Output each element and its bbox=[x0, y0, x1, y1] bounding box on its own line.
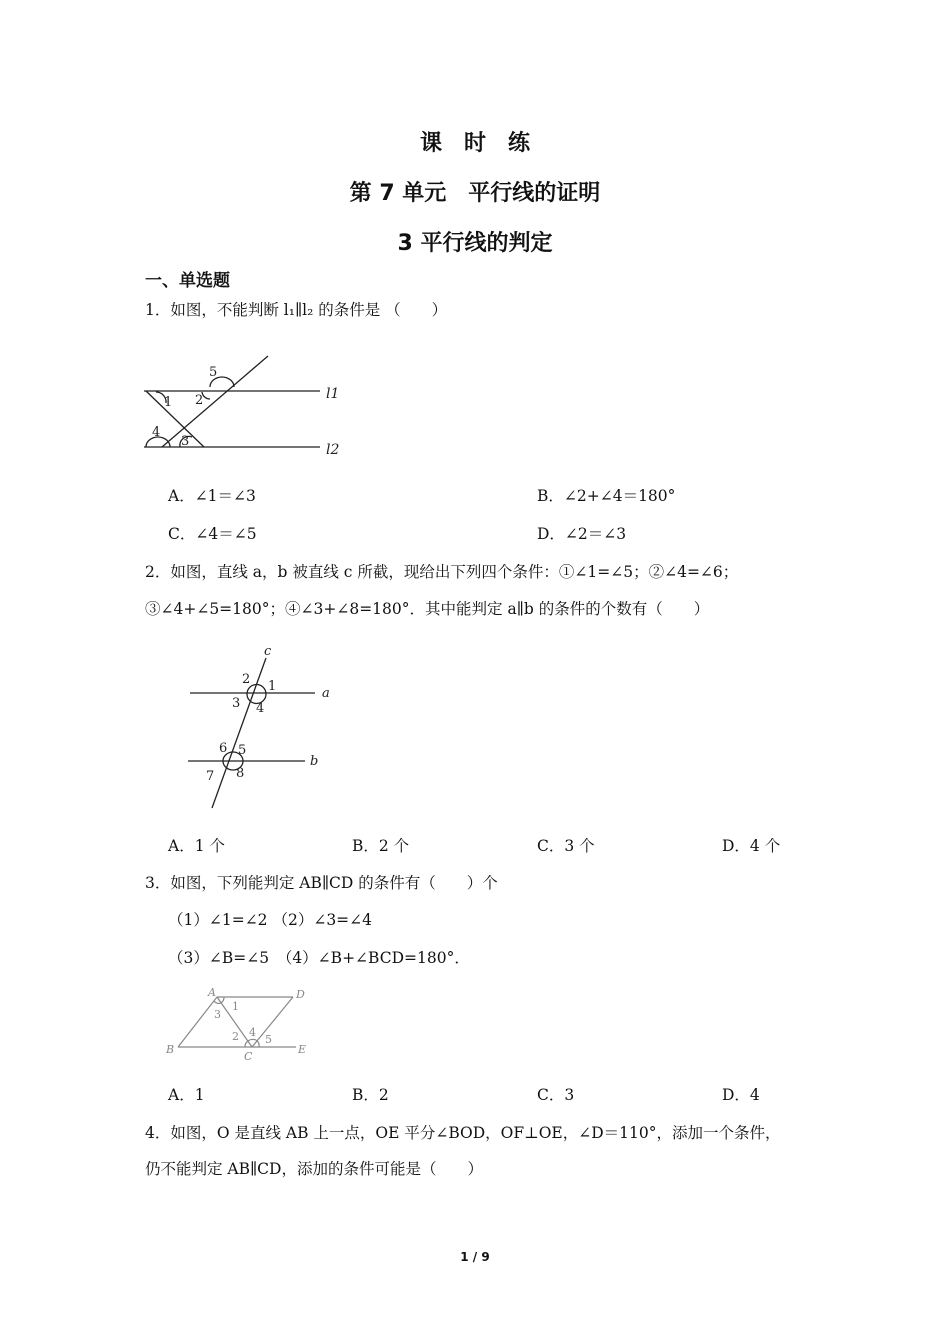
fig2-label-6: 6 bbox=[219, 741, 228, 756]
fig1-label-l1: l1 bbox=[326, 386, 340, 402]
question-1-stem: 1．如图，不能判断 l₁∥l₂ 的条件是 （ ） bbox=[145, 301, 448, 319]
fig3-label-5: 5 bbox=[265, 1033, 272, 1046]
section-heading: 一、单选题 bbox=[145, 271, 230, 291]
question-2-stem-line2: ③∠4+∠5=180°；④∠3+∠8=180°．其中能判定 a∥b 的条件的个数有（ ） bbox=[145, 600, 710, 618]
fig2-label-5: 5 bbox=[238, 743, 247, 758]
fig3-label-B: B bbox=[166, 1043, 175, 1056]
fig2-label-b: b bbox=[310, 754, 319, 769]
q1-option-a[interactable]: A．∠1＝∠3 bbox=[168, 487, 256, 505]
fig1-label-5: 5 bbox=[209, 365, 218, 380]
fig2-label-3: 3 bbox=[232, 696, 241, 711]
question-4-stem-line1: 4．如图，O 是直线 AB 上一点，OE 平分∠BOD，OF⊥OE，∠D＝110°，添加一个条件， bbox=[145, 1124, 781, 1142]
fig1-label-2: 2 bbox=[195, 393, 204, 408]
question-3-stem: 3．如图，下列能判定 AB∥CD 的条件有（ ）个 bbox=[145, 874, 498, 892]
title-unit: 第 7 单元 平行线的证明 bbox=[349, 181, 601, 206]
fig3-label-E: E bbox=[298, 1043, 307, 1056]
fig2-label-4: 4 bbox=[256, 701, 265, 716]
question-3-figure bbox=[160, 984, 320, 1064]
q2-option-a[interactable]: A．1 个 bbox=[168, 837, 225, 855]
question-3-conditions-1: （1）∠1=∠2 （2）∠3=∠4 bbox=[168, 911, 373, 929]
fig3-label-3: 3 bbox=[214, 1008, 221, 1021]
fig1-label-4: 4 bbox=[152, 425, 161, 440]
title-main: 课 时 练 bbox=[419, 131, 530, 156]
question-1-figure bbox=[140, 350, 360, 465]
fig3-label-D: D bbox=[296, 988, 305, 1001]
question-2-figure bbox=[180, 640, 340, 815]
q3-option-a[interactable]: A．1 bbox=[168, 1086, 205, 1104]
fig1-label-1: 1 bbox=[164, 395, 173, 410]
fig3-label-A: A bbox=[208, 986, 216, 999]
fig1-label-l2: l2 bbox=[326, 442, 340, 458]
fig2-label-c: c bbox=[264, 644, 272, 659]
q3-option-b[interactable]: B．2 bbox=[352, 1086, 389, 1104]
q1-option-c[interactable]: C．∠4＝∠5 bbox=[168, 525, 257, 543]
q3-option-d[interactable]: D．4 bbox=[722, 1086, 760, 1104]
fig1-label-3: 3 bbox=[181, 434, 190, 449]
fig3-label-C: C bbox=[244, 1050, 253, 1063]
title-lesson: 3 平行线的判定 bbox=[397, 231, 553, 256]
fig3-label-1: 1 bbox=[232, 1000, 239, 1013]
fig2-label-2: 2 bbox=[242, 672, 251, 687]
q1-option-d[interactable]: D．∠2＝∠3 bbox=[537, 525, 627, 543]
fig3-label-2: 2 bbox=[232, 1030, 239, 1043]
q2-option-b[interactable]: B．2 个 bbox=[352, 837, 410, 855]
question-3-conditions-2: （3）∠B=∠5 （4）∠B+∠BCD=180°． bbox=[168, 949, 470, 967]
fig2-label-1: 1 bbox=[268, 679, 277, 694]
q1-option-b[interactable]: B．∠2+∠4＝180° bbox=[537, 487, 676, 505]
q3-option-c[interactable]: C．3 bbox=[537, 1086, 575, 1104]
q2-option-c[interactable]: C．3 个 bbox=[537, 837, 595, 855]
question-4-stem-line2: 仍不能判定 AB∥CD，添加的条件可能是（ ） bbox=[145, 1160, 483, 1178]
fig2-label-a: a bbox=[322, 686, 330, 701]
question-2-stem-line1: 2．如图，直线 a，b 被直线 c 所截，现给出下列四个条件：①∠1=∠5；②∠4=∠6； bbox=[145, 563, 739, 581]
fig2-label-8: 8 bbox=[236, 766, 245, 781]
q2-option-d[interactable]: D．4 个 bbox=[722, 837, 781, 855]
fig3-label-4: 4 bbox=[249, 1026, 256, 1039]
fig2-label-7: 7 bbox=[206, 769, 215, 784]
page-number: 1 / 9 bbox=[460, 1250, 490, 1264]
